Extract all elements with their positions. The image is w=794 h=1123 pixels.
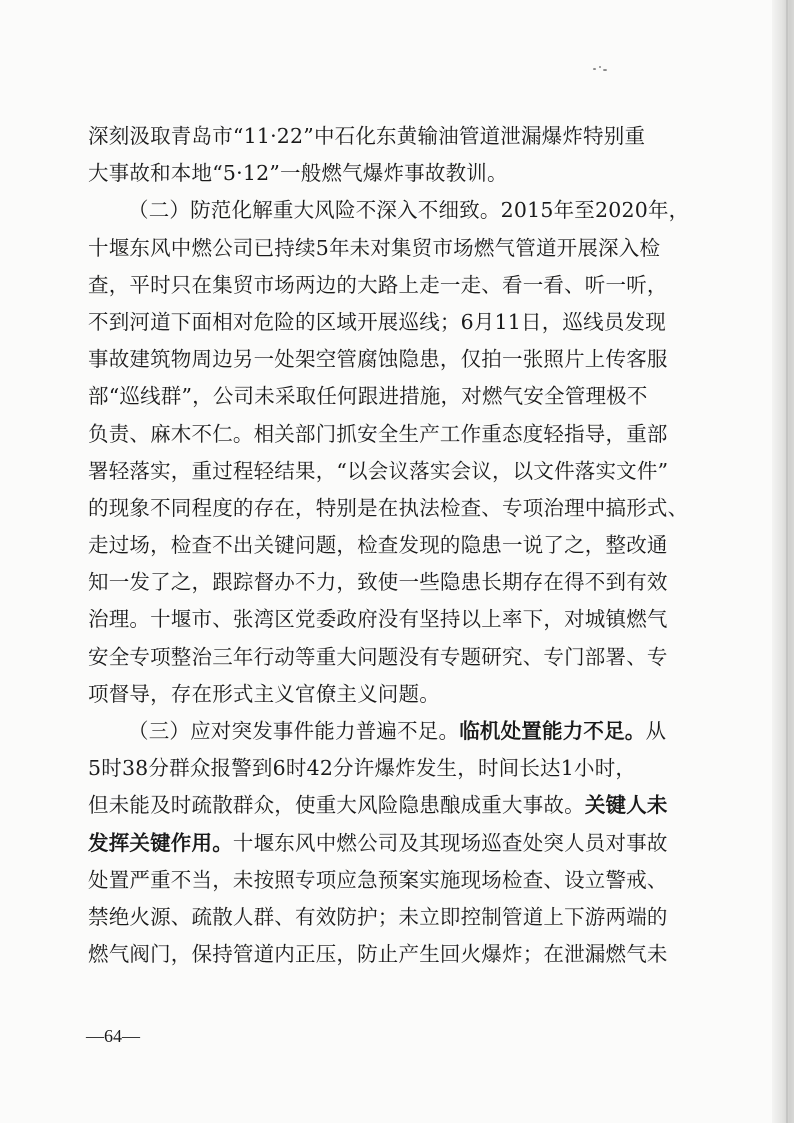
text-run: 负责、麻木不仁。相关部门抓安全生产工作重态度轻指导，重部	[88, 421, 668, 446]
paragraph	[88, 118, 688, 192]
text-line	[88, 564, 688, 601]
scan-edge-line	[786, 0, 788, 1123]
text-line	[88, 787, 688, 824]
text-run: 查，平时只在集贸市场两边的大路上走一走、看一看、听一听，	[88, 272, 668, 297]
text-run: 事故建筑物周边另一处架空管腐蚀隐患，仅拍一张照片上传客服	[88, 347, 668, 372]
text-run: （三）应对突发事件能力普遍不足。	[128, 719, 460, 743]
scan-speck	[593, 66, 611, 72]
text-line	[88, 490, 688, 527]
text-line	[88, 639, 688, 676]
text-run: 走过场，检查不出关键问题，检查发现的隐患一说了之，整改通	[88, 533, 668, 558]
text-run: 知一发了之，跟踪督办不力，致使一些隐患长期存在得不到有效	[88, 570, 668, 595]
text-line	[88, 676, 688, 713]
text-line	[88, 601, 688, 638]
text-run: 大事故和本地“5·12”一般燃气爆炸事故教训。	[88, 161, 508, 186]
paragraph	[88, 192, 688, 713]
document-body	[88, 118, 688, 973]
text-line	[88, 453, 688, 490]
text-run: 燃气阀门，保持管道内正压，防止产生回火爆炸；在泄漏燃气未	[88, 942, 668, 967]
text-line	[88, 899, 688, 936]
text-line	[88, 155, 688, 192]
text-run: 5时38分群众报警到6时42分许爆炸发生，时间长达1小时，	[88, 756, 637, 781]
text-line	[88, 341, 688, 378]
text-run: 不到河道下面相对危险的区域开展巡线；6月11日，巡线员发现	[88, 309, 666, 334]
text-line	[88, 713, 688, 750]
text-line	[88, 750, 688, 787]
text-run: 十堰东风中燃公司已持续5年未对集贸市场燃气管道开展深入检	[88, 235, 661, 260]
text-line	[88, 304, 688, 341]
text-run: （二）防范化解重大风险不深入不细致。2015年至2020年，	[128, 198, 690, 223]
text-line	[88, 192, 688, 229]
text-line	[88, 862, 688, 899]
text-run: 但未能及时疏散群众，使重大风险隐患酿成重大事故。	[88, 793, 585, 818]
text-line	[88, 230, 688, 267]
text-run: 从	[645, 719, 667, 743]
text-line	[88, 936, 688, 973]
text-run: 处置严重不当，未按照专项应急预案实施现场检查、设立警戒、	[88, 867, 668, 892]
text-line	[88, 118, 688, 155]
bold-text: 临机处置能力不足。	[459, 719, 646, 743]
text-line	[88, 267, 688, 304]
text-run: 禁绝火源、疏散人群、有效防护；未立即控制管道上下游两端的	[88, 904, 668, 929]
bold-text: 发挥关键作用。	[88, 830, 233, 855]
text-line	[88, 416, 688, 453]
text-line	[88, 825, 688, 862]
text-line	[88, 378, 688, 415]
text-run: 的现象不同程度的存在，特别是在执法检查、专项治理中搞形式、	[88, 495, 689, 520]
text-line	[88, 527, 688, 564]
text-run: 安全专项整治三年行动等重大问题没有专题研究、专门部署、专	[88, 644, 668, 669]
text-run: 十堰东风中燃公司及其现场巡查处突人员对事故	[232, 830, 668, 855]
scan-edge-shadow	[772, 0, 794, 1123]
paragraph	[88, 713, 688, 973]
text-run: 部“巡线群”，公司未采取任何跟进措施，对燃气安全管理极不	[88, 384, 648, 409]
page-number: —64—	[86, 1026, 140, 1046]
text-run: 项督导，存在形式主义官僚主义问题。	[88, 681, 440, 706]
text-run: 署轻落实，重过程轻结果，“以会议落实会议，以文件落实文件”	[88, 458, 669, 483]
text-run: 治理。十堰市、张湾区党委政府没有坚持以上率下，对城镇燃气	[88, 607, 668, 632]
text-run: 深刻汲取青岛市“11·22”中石化东黄输油管道泄漏爆炸特别重	[88, 124, 646, 148]
bold-text: 关键人未	[584, 793, 668, 818]
